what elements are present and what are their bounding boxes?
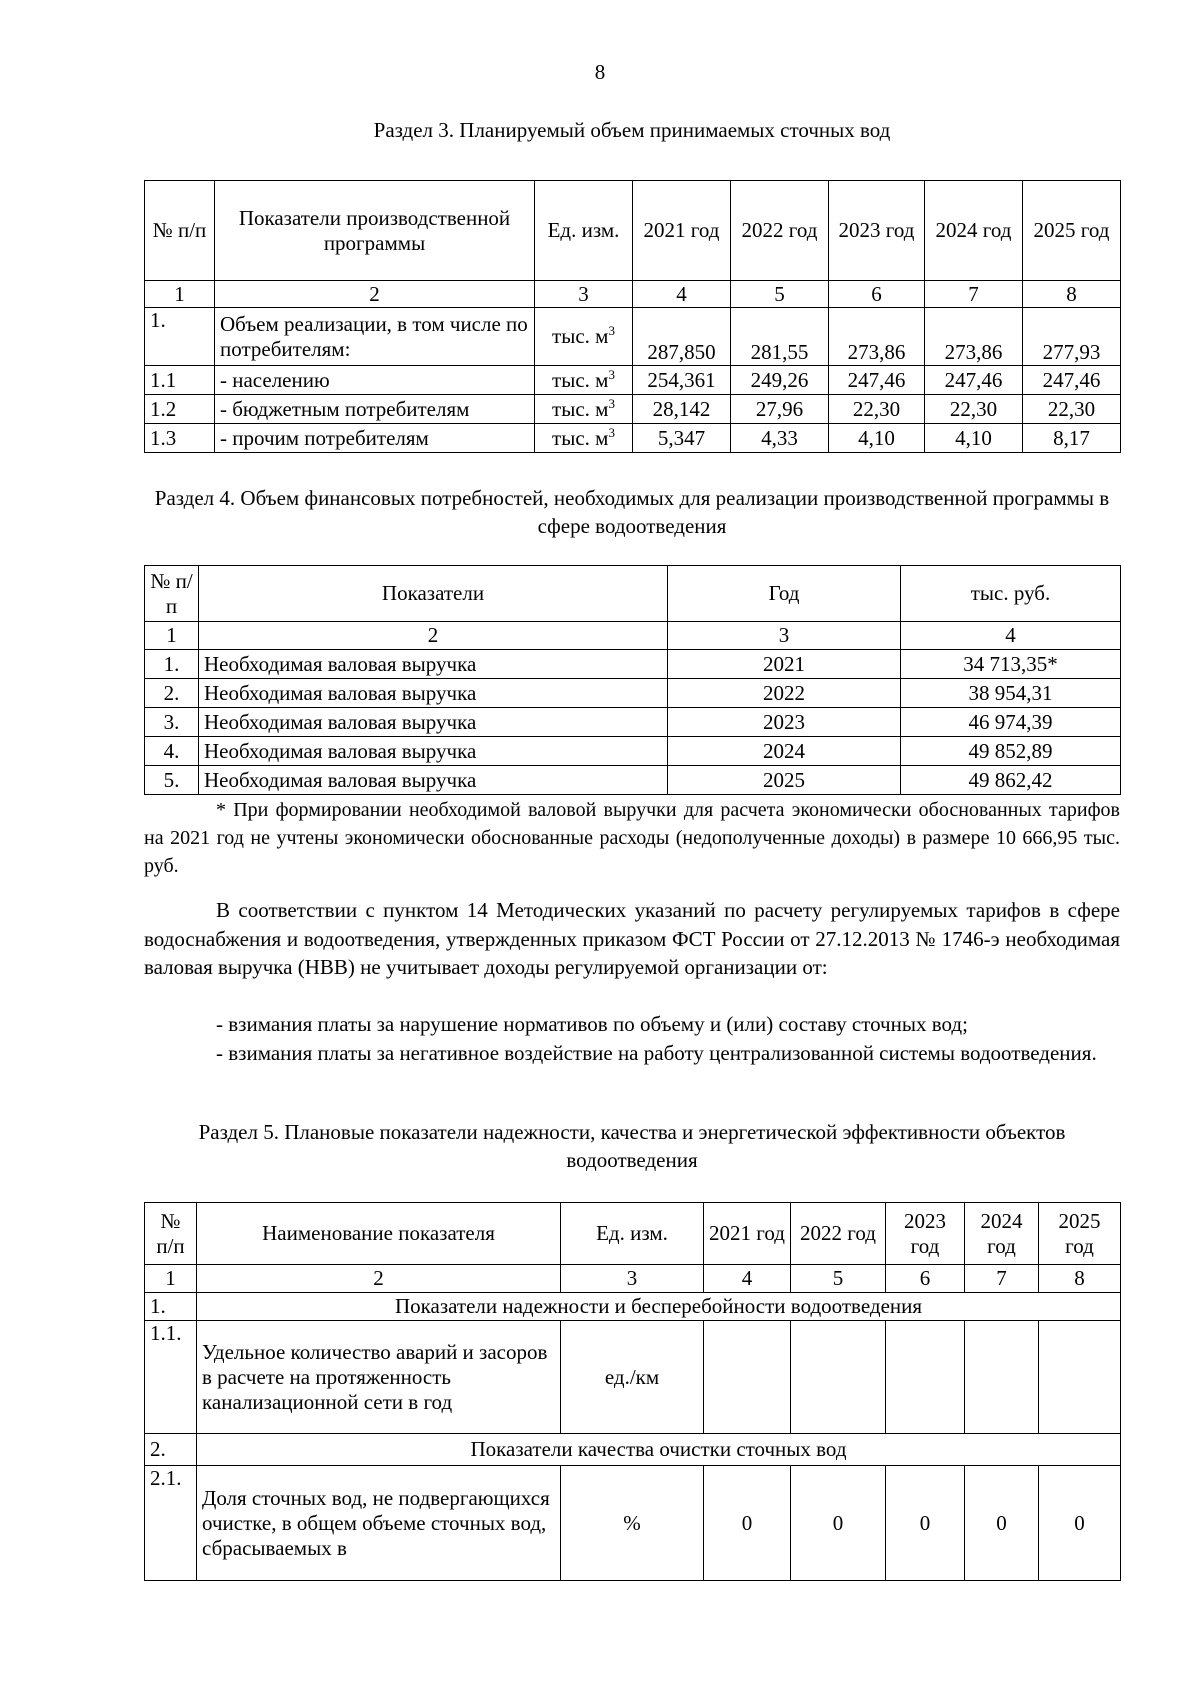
header-cell: [886, 1203, 965, 1265]
value-cell-text: 4,10: [955, 425, 992, 450]
column-number-text: 7: [996, 1266, 1007, 1290]
value-cell: [791, 1321, 886, 1434]
amount-cell: [901, 650, 1121, 679]
table-row: [145, 395, 1121, 424]
indicator-name-text: - бюджетным потребителям: [220, 396, 470, 421]
row-number: [145, 1466, 197, 1581]
value-cell: [633, 395, 731, 424]
indicator-name: [197, 1321, 561, 1434]
row-number: [145, 308, 215, 366]
value-cell-text: 22,30: [852, 396, 901, 421]
value-cell: [886, 1466, 965, 1581]
amount-cell-text: 46 974,39: [968, 709, 1053, 734]
column-number: [704, 1265, 791, 1293]
column-number-text: 5: [832, 1266, 844, 1290]
row-number-text: 2.: [163, 680, 180, 705]
unit-superscript: 3: [608, 323, 615, 338]
value-cell: [1039, 1321, 1121, 1434]
table-row: [145, 1466, 1121, 1581]
value-cell-text: 247,46: [944, 367, 1003, 392]
amount-cell: [901, 766, 1121, 795]
value-cell-text: 281,55: [750, 340, 809, 364]
column-number-row: [145, 1265, 1121, 1293]
column-number-text: 3: [578, 281, 589, 306]
column-number-text: 1: [166, 623, 177, 647]
header-cell: [561, 1203, 704, 1265]
unit-text: ед./км: [604, 1364, 660, 1389]
column-number-text: 8: [1074, 1266, 1085, 1290]
row-number-text: 5.: [163, 767, 180, 792]
group-number-text: 1.: [150, 1294, 166, 1318]
section3-table: [144, 180, 1121, 453]
column-number: [901, 622, 1121, 650]
unit: [561, 1321, 704, 1434]
row-number: [145, 366, 215, 395]
value-cell: [791, 1466, 886, 1581]
value-cell: [1023, 308, 1121, 366]
table-row: [145, 766, 1121, 795]
value-cell-text: 0: [832, 1510, 844, 1535]
unit-text: тыс. м: [552, 425, 609, 450]
value-cell: [829, 366, 925, 395]
indicator-name-text: Необходимая валовая выручка: [204, 651, 477, 676]
column-number-text: 3: [626, 1266, 638, 1290]
value-cell: [704, 1321, 791, 1434]
column-number-text: 4: [741, 1266, 753, 1290]
unit-superscript: 3: [608, 366, 615, 382]
column-number-text: 2: [369, 281, 380, 306]
row-number-text: 4.: [163, 738, 180, 763]
header-cell: [965, 1203, 1039, 1265]
column-number: [145, 1265, 197, 1293]
column-number-text: 4: [676, 281, 687, 306]
column-number: [197, 1265, 561, 1293]
value-cell: [1023, 424, 1121, 453]
header-cell-text: Показатели: [381, 581, 485, 605]
table-row: [145, 679, 1121, 708]
header-cell: [197, 1203, 561, 1265]
row-number-text: 1.: [150, 308, 166, 332]
section4-title: Раздел 4. Объем финансовых потребностей, необходимых для реализации производственной программы в сфере водоотведения: [154, 486, 1110, 538]
column-number-text: 1: [165, 1266, 176, 1290]
amount-cell-text: 49 862,42: [968, 767, 1053, 792]
value-cell-text: 273,86: [944, 340, 1003, 364]
indicator-name-text: Необходимая валовая выручка: [204, 709, 477, 734]
indicator-name-text: Необходимая валовая выручка: [204, 738, 477, 763]
column-number: [145, 281, 215, 308]
row-number-text: 1.3: [150, 425, 177, 450]
header-cell: [215, 181, 535, 281]
header-cell-text: Ед. изм.: [547, 218, 620, 242]
header-cell-text: 2023 год: [904, 1208, 946, 1258]
header-cell-text: Ед. изм.: [596, 1221, 668, 1245]
header-cell: [925, 181, 1023, 281]
value-cell: [731, 366, 829, 395]
row-number: [145, 708, 199, 737]
value-cell-text: 277,93: [1042, 340, 1101, 364]
amount-cell-text: 34 713,35*: [963, 651, 1058, 676]
column-number: [886, 1265, 965, 1293]
column-number-text: 6: [919, 1266, 931, 1290]
row-number-text: 1.2: [150, 396, 177, 421]
column-number: [925, 281, 1023, 308]
column-number: [561, 1265, 704, 1293]
value-cell-text: 5,347: [657, 425, 706, 450]
row-number: [145, 650, 199, 679]
header-cell: [1039, 1203, 1121, 1265]
unit-text: тыс. м: [552, 367, 609, 392]
year-cell: [668, 650, 901, 679]
row-number: [145, 737, 199, 766]
value-cell-text: 0: [741, 1510, 753, 1535]
unit-text: тыс. м: [552, 396, 609, 421]
row-number-text: 1.1: [150, 367, 177, 392]
amount-cell-text: 38 954,31: [968, 680, 1053, 705]
column-number-row: [145, 622, 1121, 650]
column-number: [791, 1265, 886, 1293]
unit-superscript: 3: [608, 395, 615, 411]
header-cell: [145, 181, 215, 281]
value-cell-text: 8,17: [1053, 425, 1090, 450]
indicator-name: [215, 308, 535, 366]
table-row: [145, 1321, 1121, 1434]
column-number: [535, 281, 633, 308]
indicator-name-text: - прочим потребителям: [220, 425, 429, 450]
group-label: [197, 1293, 1121, 1321]
section5-table: [144, 1202, 1121, 1581]
group-row: [145, 1293, 1121, 1321]
value-cell: [731, 424, 829, 453]
header-cell: [791, 1203, 886, 1265]
table-row: [145, 366, 1121, 395]
value-cell-text: 4,10: [858, 425, 895, 450]
column-number: [829, 281, 925, 308]
section4-footnote: * При формировании необходимой валовой выручки для расчета экономически обоснованных тарифов на 2021 год не учтены экономически обоснованные расходы (недополученные доходы) в размере 10 666,95 тыс. руб.: [144, 799, 1120, 877]
group-row: [145, 1434, 1121, 1466]
column-number: [731, 281, 829, 308]
indicator-name-text: - населению: [220, 367, 330, 392]
indicator-name: [215, 424, 535, 453]
page-number: 8: [594, 60, 606, 84]
value-cell-text: 247,46: [847, 367, 906, 392]
indicator-name-text: Объем реализации, в том числе по потребителям:: [220, 311, 528, 361]
unit: [561, 1466, 704, 1581]
value-cell: [925, 366, 1023, 395]
header-cell: [633, 181, 731, 281]
body-bullet-1: - взимания платы за нарушение нормативов по объему и (или) составу сточных вод;: [216, 1012, 968, 1036]
value-cell: [965, 1321, 1039, 1434]
year-cell-text: 2025: [763, 767, 805, 792]
value-cell: [704, 1466, 791, 1581]
column-number: [1039, 1265, 1121, 1293]
value-cell: [886, 1321, 965, 1434]
body-paragraph: В соответствии с пунктом 14 Методических указаний по расчету регулируемых тарифов в сфере водоснабжения и водоотведения, утвержденных приказом ФСТ России от 27.12.2013 № 1746-э необходимая валовая выручка (НВВ) не учитывает доходы регулируемой организации от:: [144, 898, 1120, 979]
column-number: [633, 281, 731, 308]
group-number: [145, 1293, 197, 1321]
column-number: [668, 622, 901, 650]
value-cell: [731, 395, 829, 424]
row-number: [145, 1321, 197, 1434]
year-cell-text: 2024: [763, 738, 805, 763]
header-cell-text: Наименование показателя: [262, 1221, 495, 1245]
header-cell: [829, 181, 925, 281]
column-number-text: 4: [1005, 623, 1016, 647]
column-number-text: 1: [174, 281, 185, 306]
header-cell-text: 2022 год: [741, 218, 818, 242]
section4-table: [144, 565, 1121, 795]
year-cell: [668, 737, 901, 766]
header-row: [145, 1203, 1121, 1265]
column-number: [215, 281, 535, 308]
indicator-name-text: Необходимая валовая выручка: [204, 680, 477, 705]
unit: [535, 424, 633, 453]
header-row: [145, 181, 1121, 281]
value-cell: [925, 395, 1023, 424]
header-cell-text: тыс. руб.: [970, 581, 1051, 605]
year-cell-text: 2022: [763, 680, 805, 705]
value-cell-text: 0: [1074, 1510, 1085, 1535]
header-cell: [145, 566, 199, 622]
value-cell: [925, 424, 1023, 453]
value-cell: [633, 308, 731, 366]
header-cell: [668, 566, 901, 622]
value-cell: [829, 308, 925, 366]
header-cell-text: 2022 год: [800, 1221, 876, 1245]
value-cell-text: 4,33: [761, 425, 798, 450]
indicator-name: [199, 650, 668, 679]
value-cell: [731, 308, 829, 366]
body-bullet-2: - взимания платы за негативное воздействие на работу централизованной системы водоотведения.: [216, 1041, 1097, 1065]
value-cell: [829, 424, 925, 453]
value-cell: [633, 424, 731, 453]
value-cell: [633, 366, 731, 395]
header-cell-text: 2024 год: [980, 1208, 1023, 1258]
group-label-text: Показатели качества очистки сточных вод: [470, 1437, 847, 1461]
column-number: [199, 622, 668, 650]
unit: [535, 395, 633, 424]
header-cell-text: Год: [768, 581, 800, 605]
header-cell-text: 2023 год: [838, 218, 915, 242]
section5-title: Раздел 5. Плановые показатели надежности, качества и энергетической эффективности объектов водоотведения: [198, 1120, 1066, 1172]
year-cell-text: 2021: [763, 651, 805, 676]
value-cell-text: 287,850: [647, 340, 716, 364]
row-number: [145, 395, 215, 424]
table-row: [145, 650, 1121, 679]
year-cell: [668, 766, 901, 795]
column-number-text: 6: [871, 281, 882, 306]
header-cell: [535, 181, 633, 281]
header-cell-text: № п/п: [150, 568, 193, 618]
value-cell: [925, 308, 1023, 366]
header-cell: [1023, 181, 1121, 281]
unit: [535, 366, 633, 395]
value-cell-text: 27,96: [755, 396, 804, 421]
amount-cell: [901, 708, 1121, 737]
column-number-text: 8: [1066, 281, 1077, 306]
column-number-text: 5: [774, 281, 785, 306]
header-cell-text: № п/п: [156, 1208, 185, 1258]
indicator-name-text: Удельное количество аварий и засоров в расчете на протяженность канализационной сети в год: [202, 1339, 548, 1414]
indicator-name-text: Необходимая валовая выручка: [204, 767, 477, 792]
value-cell-text: 273,86: [847, 340, 906, 364]
column-number-text: 2: [427, 623, 439, 647]
group-label-text: Показатели надежности и бесперебойности водоотведения: [394, 1294, 923, 1318]
value-cell: [1039, 1466, 1121, 1581]
header-cell: [901, 566, 1121, 622]
column-number-text: 2: [373, 1266, 384, 1290]
header-cell-text: 2025 год: [1058, 1208, 1101, 1258]
value-cell-text: 0: [996, 1510, 1007, 1535]
unit: [535, 308, 633, 366]
amount-cell: [901, 679, 1121, 708]
indicator-name: [215, 366, 535, 395]
value-cell: [1023, 366, 1121, 395]
header-cell-text: Показатели производственной программы: [238, 205, 511, 255]
amount-cell: [901, 737, 1121, 766]
row-number: [145, 766, 199, 795]
row-number-text: 2.1.: [150, 1466, 182, 1490]
unit-superscript: 3: [608, 424, 615, 440]
year-cell: [668, 708, 901, 737]
section3-title: Раздел 3. Планируемый объем принимаемых сточных вод: [373, 118, 891, 142]
value-cell-text: 247,46: [1042, 367, 1101, 392]
year-cell-text: 2023: [763, 709, 805, 734]
indicator-name: [197, 1466, 561, 1581]
header-cell-text: 2021 год: [643, 218, 720, 242]
row-number: [145, 679, 199, 708]
indicator-name: [215, 395, 535, 424]
header-cell: [704, 1203, 791, 1265]
column-number: [965, 1265, 1039, 1293]
column-number-row: [145, 281, 1121, 308]
indicator-name: [199, 737, 668, 766]
column-number: [1023, 281, 1121, 308]
indicator-name: [199, 766, 668, 795]
row-number-text: 1.1.: [150, 1321, 182, 1345]
value-cell: [965, 1466, 1039, 1581]
unit-text: тыс. м: [552, 324, 609, 348]
amount-cell-text: 49 852,89: [968, 738, 1053, 763]
header-row: [145, 566, 1121, 622]
header-cell-text: 2025 год: [1033, 218, 1110, 242]
value-cell-text: 22,30: [1047, 396, 1096, 421]
group-number: [145, 1434, 197, 1466]
table-row: [145, 424, 1121, 453]
value-cell-text: 28,142: [652, 396, 711, 421]
header-cell: [145, 1203, 197, 1265]
table-row: [145, 308, 1121, 366]
column-number-text: 3: [778, 623, 790, 647]
header-cell: [199, 566, 668, 622]
column-number: [145, 622, 199, 650]
group-label: [197, 1434, 1121, 1466]
column-number-text: 7: [968, 281, 979, 306]
unit-text: %: [623, 1510, 641, 1535]
header-cell-text: 2021 год: [709, 1221, 785, 1245]
header-cell-text: № п/п: [152, 218, 207, 242]
indicator-name: [199, 679, 668, 708]
header-cell: [731, 181, 829, 281]
group-number-text: 2.: [150, 1437, 166, 1461]
table-row: [145, 708, 1121, 737]
header-cell-text: 2024 год: [935, 218, 1012, 242]
indicator-name-text: Доля сточных вод, не подвергающихся очистке, в общем объеме сточных вод, сбрасываемых в: [202, 1485, 550, 1560]
row-number-text: 3.: [163, 709, 180, 734]
value-cell-text: 22,30: [949, 396, 998, 421]
value-cell-text: 249,26: [750, 367, 809, 392]
value-cell-text: 254,361: [647, 367, 716, 392]
indicator-name: [199, 708, 668, 737]
row-number-text: 1.: [163, 651, 180, 676]
year-cell: [668, 679, 901, 708]
value-cell: [1023, 395, 1121, 424]
value-cell-text: 0: [919, 1510, 931, 1535]
row-number: [145, 424, 215, 453]
table-row: [145, 737, 1121, 766]
value-cell: [829, 395, 925, 424]
